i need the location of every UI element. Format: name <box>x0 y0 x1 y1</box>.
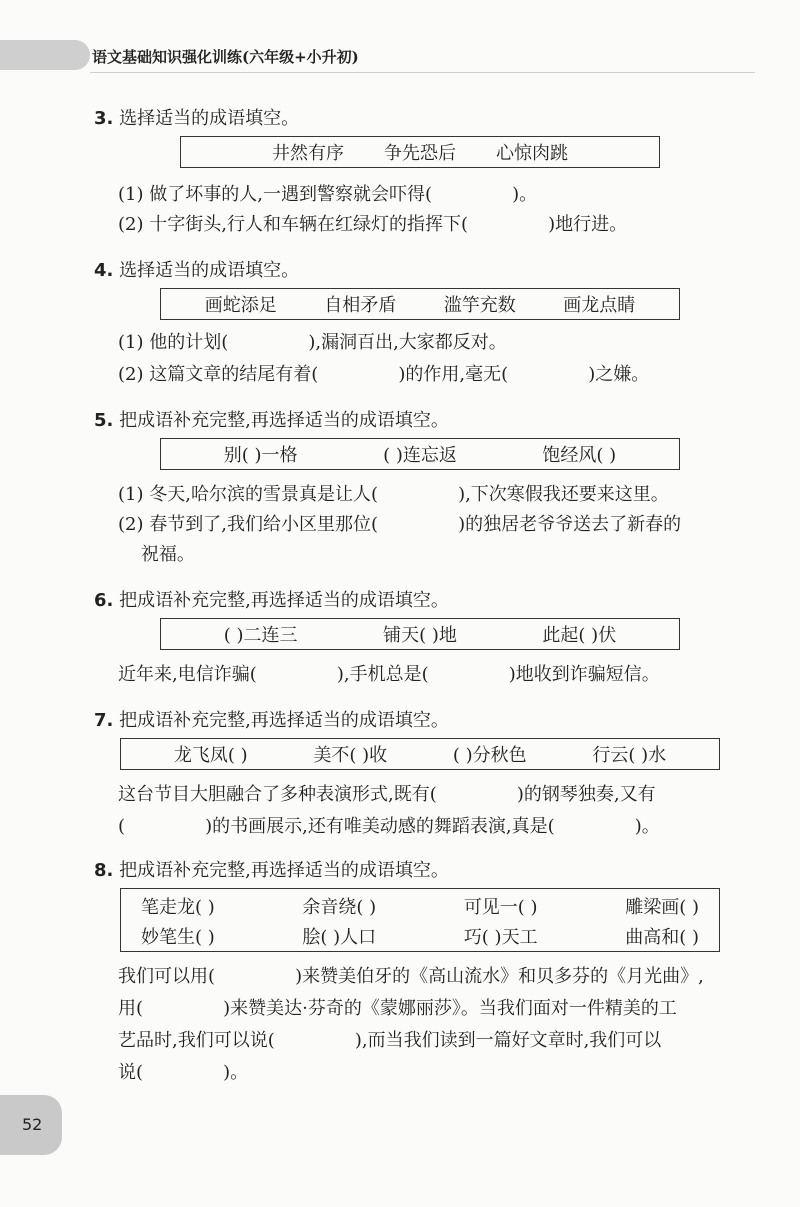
option-box-3 <box>180 136 660 168</box>
option-row <box>121 923 719 949</box>
sentence: 说( )。 <box>118 1062 249 1083</box>
option: 自相矛盾 <box>324 295 397 316</box>
question-text: 选择适当的成语填空。 <box>119 108 300 129</box>
option-box-7 <box>120 738 720 770</box>
question-4 <box>94 256 299 282</box>
option: 雕梁画( ) <box>625 897 699 918</box>
option: 心惊肉跳 <box>496 143 568 164</box>
option-box-5 <box>160 438 680 470</box>
question-number: 5. <box>94 410 114 431</box>
sentence: 用( )来赞美达·芬奇的《蒙娜丽莎》。当我们面对一件精美的工 <box>118 998 677 1019</box>
option: ( )连忘返 <box>383 445 457 466</box>
sentence: ( )的书画展示,还有唯美动感的舞蹈表演,真是( )。 <box>118 816 660 837</box>
option: 井然有序 <box>272 143 344 164</box>
question-6 <box>94 586 449 612</box>
sentence: (1) 冬天,哈尔滨的雪景真是让人( ),下次寒假我还要来这里。 <box>118 484 669 505</box>
option: 美不( )收 <box>313 745 388 766</box>
question-3 <box>94 104 299 130</box>
option: 别( )一格 <box>223 445 298 466</box>
option: 画蛇添足 <box>204 295 277 316</box>
option: 妙笔生( ) <box>141 927 215 948</box>
question-8 <box>94 856 449 882</box>
option: 争先恐后 <box>384 143 456 164</box>
option: 行云( )水 <box>592 745 667 766</box>
question-text: 选择适当的成语填空。 <box>119 260 300 281</box>
question-7 <box>94 706 449 732</box>
option: 曲高和( ) <box>625 927 699 948</box>
option-box-8 <box>120 888 720 952</box>
page-number: 52 <box>22 1115 43 1134</box>
sentence: 我们可以用( )来赞美伯牙的《高山流水》和贝多芬的《月光曲》, <box>118 966 704 987</box>
question-text: 把成语补充完整,再选择适当的成语填空。 <box>119 710 449 731</box>
question-number: 4. <box>94 260 114 281</box>
option: 画龙点睛 <box>563 295 636 316</box>
option: 龙飞凤( ) <box>173 745 248 766</box>
sentence: (2) 这篇文章的结尾有着( )的作用,毫无( )之嫌。 <box>118 364 650 385</box>
question-5 <box>94 406 449 432</box>
sentence: 祝福。 <box>118 544 195 565</box>
option: 脍( )人口 <box>302 927 377 948</box>
option-box-6 <box>160 618 680 650</box>
sentence: 近年来,电信诈骗( ),手机总是( )地收到诈骗短信。 <box>118 664 660 685</box>
option: 可见一( ) <box>463 897 538 918</box>
option-box-4 <box>160 288 680 320</box>
option-row <box>121 893 719 919</box>
page-header-title: 语文基础知识强化训练(六年级+小升初) <box>92 48 359 66</box>
option: 铺天( )地 <box>383 625 457 646</box>
question-number: 6. <box>94 590 114 611</box>
header-tab <box>0 40 90 70</box>
question-text: 把成语补充完整,再选择适当的成语填空。 <box>119 590 449 611</box>
question-number: 7. <box>94 710 114 731</box>
option: 巧( )天工 <box>463 927 538 948</box>
option: 笔走龙( ) <box>141 897 215 918</box>
sentence: (2) 春节到了,我们给小区里那位( )的独居老爷爷送去了新春的 <box>118 514 682 535</box>
question-number: 8. <box>94 860 114 881</box>
sentence: 艺品时,我们可以说( ),而当我们读到一篇好文章时,我们可以 <box>118 1030 662 1051</box>
option: 余音绕( ) <box>302 897 377 918</box>
question-text: 把成语补充完整,再选择适当的成语填空。 <box>119 410 449 431</box>
sentence: (1) 做了坏事的人,一遇到警察就会吓得( )。 <box>118 184 538 205</box>
option: 此起( )伏 <box>542 625 617 646</box>
option: ( )分秋色 <box>452 745 527 766</box>
option: 饱经风( ) <box>542 445 617 466</box>
sentence: (1) 他的计划( ),漏洞百出,大家都反对。 <box>118 332 507 353</box>
sentence: (2) 十字街头,行人和车辆在红绿灯的指挥下( )地行进。 <box>118 214 628 235</box>
option: ( )二连三 <box>223 625 298 646</box>
sentence: 这台节目大胆融合了多种表演形式,既有( )的钢琴独奏,又有 <box>118 784 656 805</box>
question-text: 把成语补充完整,再选择适当的成语填空。 <box>119 860 449 881</box>
option: 滥竽充数 <box>443 295 516 316</box>
header-divider <box>90 72 755 73</box>
question-number: 3. <box>94 108 114 129</box>
